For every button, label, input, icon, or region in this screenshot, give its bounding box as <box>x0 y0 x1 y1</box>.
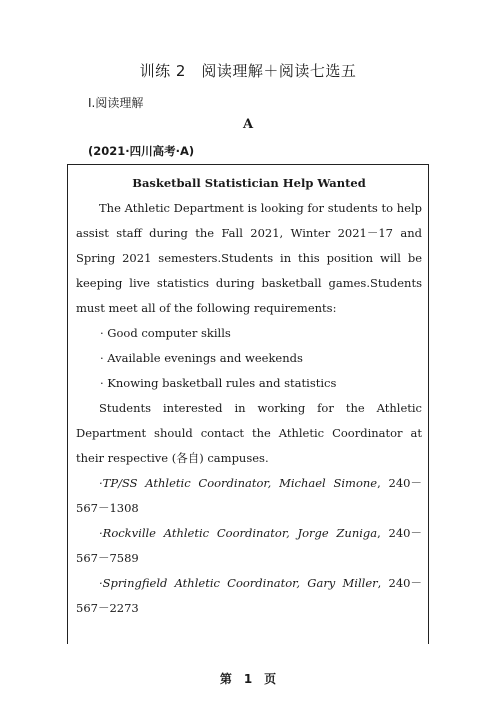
contact-role: ·Springfield Athletic Coordinator, Gary Miller <box>99 576 378 590</box>
intro-paragraph: The Athletic Department is looking for students to help assist staff during the Fall 2021, Winter 2021－17 and Spring 2021 semesters.Students in this position will be keeping live statistics during basketball games.Students must meet all of the following requirements: <box>76 201 422 315</box>
contact-role: ·TP/SS Athletic Coordinator, Michael Simone <box>99 476 378 490</box>
requirement-item: · Good computer skills <box>100 326 231 340</box>
passage-box <box>67 164 429 644</box>
passage-title: Basketball Statistician Help Wanted <box>132 176 366 190</box>
section-label: Ⅰ.阅读理解 <box>88 96 144 110</box>
contact-item <box>76 521 422 571</box>
requirement-item: · Knowing basketball rules and statistics <box>100 376 337 390</box>
contact-item <box>76 471 422 521</box>
contact-item <box>76 571 422 621</box>
requirement-item: · Available evenings and weekends <box>100 351 303 365</box>
contact-phone: , 240－567－2273 <box>76 576 422 615</box>
source-label: (2021·四川高考·A) <box>88 144 195 158</box>
page-title: 训练 2 阅读理解＋阅读七选五 <box>139 62 357 80</box>
contact-role: ·Rockville Athletic Coordinator, Jorge Zuniga <box>99 526 378 540</box>
passage-letter: A <box>242 117 254 132</box>
contact-phone: , 240－567－7589 <box>76 526 422 565</box>
contact-phone: , 240－567－1308 <box>76 476 422 515</box>
page-number: 第 1 页 <box>219 672 277 686</box>
contact-paragraph: Students interested in working for the Athletic Department should contact the Athletic Coordinator at their respective (各自) campuses. <box>76 401 422 465</box>
